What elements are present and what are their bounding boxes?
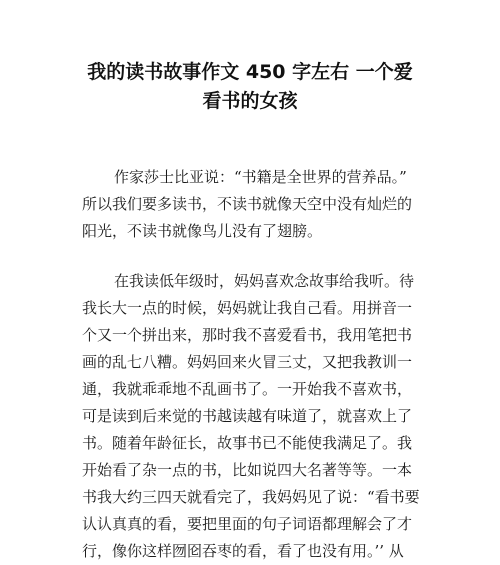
paragraph-line: 可是读到后来觉的书越读越有味道了，就喜欢上了 [82, 407, 413, 425]
paragraph-line: 书。随着年龄征长，故事书已不能使我满足了。我 [82, 434, 413, 452]
title-line-1: 我的读书故事作文 450 字左右 一个爱 [87, 61, 413, 83]
paragraph-line: 书我大约三四天就看完了，我妈妈见了说：“看书要 [82, 488, 420, 506]
paragraph-line: 画的乱七八糟。妈妈回来火冒三丈，又把我教训一 [82, 353, 413, 371]
paragraph-line: 个又一个拼出来，那时我不喜爱看书，我用笔把书 [82, 326, 413, 344]
title-line-2: 看书的女孩 [202, 90, 298, 112]
paragraph-line: 通，我就乖乖地不乱画书了。一开始我不喜欢书， [82, 380, 413, 398]
paragraph-line: 阳光，不读书就像鸟儿没有了翅膀。 [82, 222, 323, 240]
document-title [40, 58, 460, 116]
paragraph-1 [82, 164, 422, 245]
paragraph-line: 行，像你这样囫囵吞枣的看，看了也没有用。’’ 从 [82, 542, 404, 560]
paragraph-line: 所以我们要多读书，不读书就像天空中没有灿烂的 [82, 195, 413, 213]
paragraph-line: 作家莎士比亚说：“书籍是全世界的营养品。” [114, 168, 407, 186]
paragraph-line: 认认真真的看，要把里面的句子词语都理解会了才 [82, 515, 413, 533]
paragraph-2 [82, 268, 422, 565]
paragraph-line: 开始看了杂一点的书，比如说四大名著等等。一本 [82, 461, 413, 479]
paragraph-line: 我长大一点的时候，妈妈就让我自己看。用拼音一 [82, 299, 413, 317]
paragraph-line: 在我读低年级时，妈妈喜欢念故事给我听。待 [114, 272, 415, 290]
